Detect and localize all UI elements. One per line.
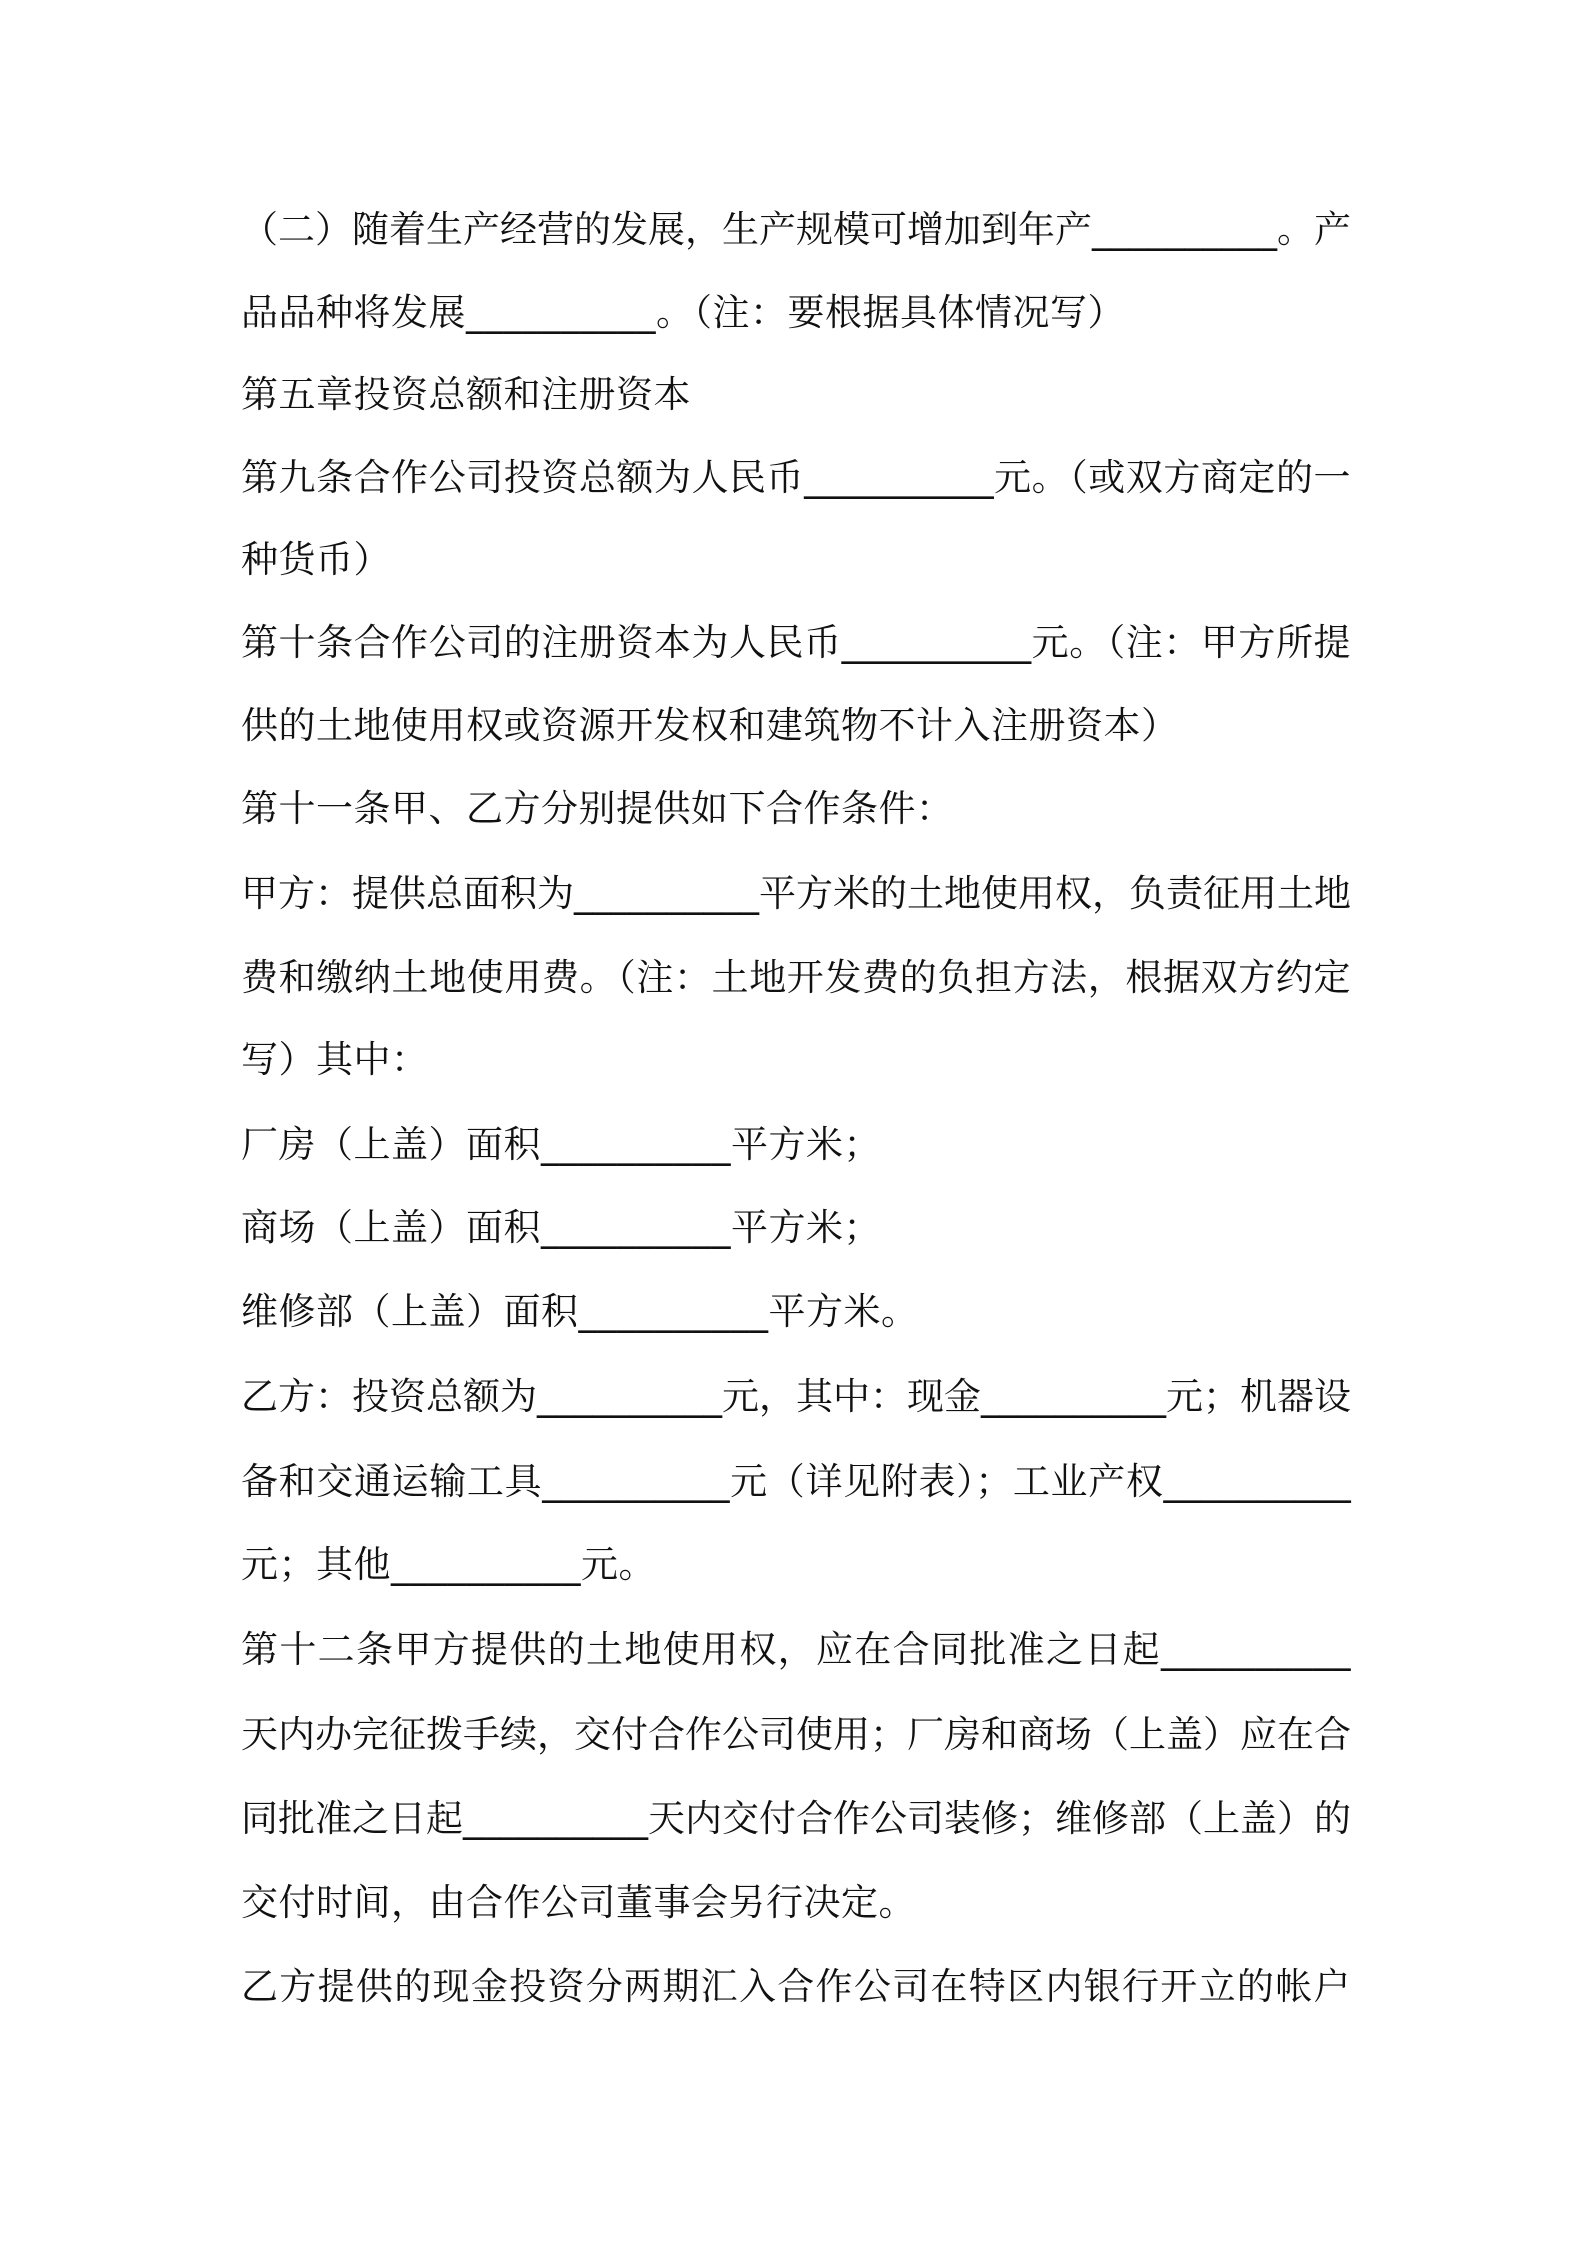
text-line: 品品种将发展__________。（注：要根据具体情况写）: [241, 291, 1125, 334]
text-line: 乙方提供的现金投资分两期汇入合作公司在特区内银行开立的帐户: [241, 1965, 1351, 2008]
text-line: 供的土地使用权或资源开发权和建筑物不计入注册资本）: [241, 704, 1179, 747]
text-line: 第十二条甲方提供的土地使用权，应在合同批准之日起__________: [241, 1628, 1351, 1671]
text-line: 第九条合作公司投资总额为人民币__________元。（或双方商定的一: [241, 456, 1351, 499]
text-line: 费和缴纳土地使用费。（注：土地开发费的负担方法，根据双方约定: [241, 956, 1351, 999]
text-line: 厂房（上盖）面积__________平方米；: [241, 1123, 881, 1166]
text-line: 天内办完征拨手续，交付合作公司使用；厂房和商场（上盖）应在合: [241, 1713, 1351, 1756]
text-line: 第十一条甲、乙方分别提供如下合作条件：: [241, 787, 954, 830]
text-line: 备和交通运输工具__________元（详见附表）；工业产权__________: [241, 1460, 1351, 1503]
text-line: 同批准之日起__________天内交付合作公司装修；维修部（上盖）的: [241, 1797, 1351, 1840]
text-line: 种货币）: [241, 538, 391, 581]
text-line: 维修部（上盖）面积__________平方米。: [241, 1290, 919, 1333]
text-line: 写）其中：: [241, 1038, 429, 1081]
text-line: 商场（上盖）面积__________平方米；: [241, 1206, 881, 1249]
chapter-heading: 第五章投资总额和注册资本: [241, 373, 691, 416]
text-line: 第十条合作公司的注册资本为人民币__________元。（注：甲方所提: [241, 621, 1351, 664]
text-line: 元；其他__________元。: [241, 1543, 656, 1586]
text-line: （二）随着生产经营的发展，生产规模可增加到年产__________。产: [241, 208, 1351, 251]
text-line: 交付时间，由合作公司董事会另行决定。: [241, 1881, 916, 1924]
text-line: 乙方：投资总额为__________元，其中：现金__________元；机器设: [241, 1375, 1351, 1418]
text-line: 甲方：提供总面积为__________平方米的土地使用权，负责征用土地: [241, 872, 1351, 915]
